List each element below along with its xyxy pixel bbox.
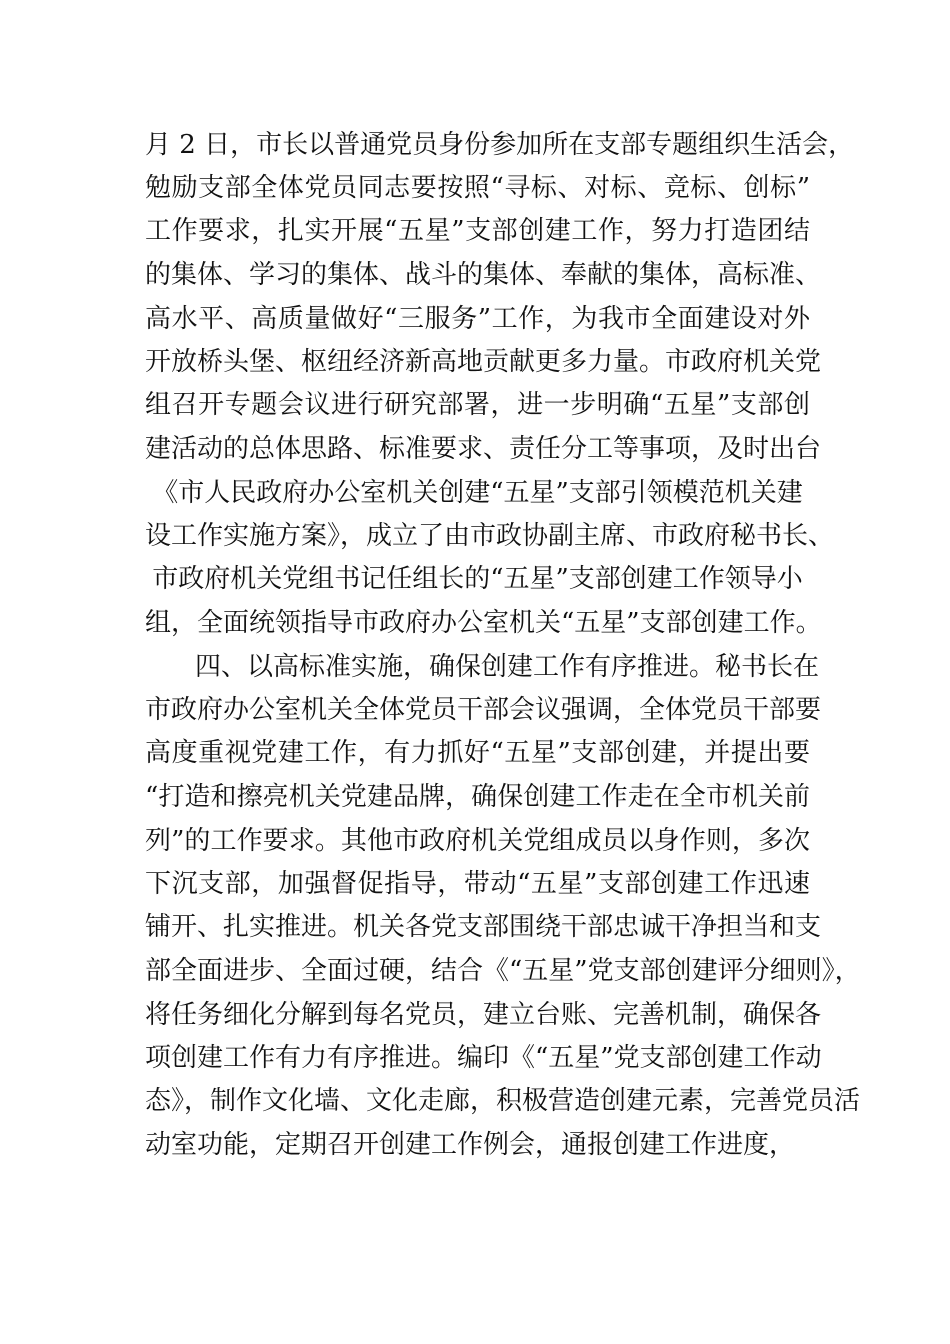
paragraph-2-line: 列”的工作要求。其他市政府机关党组成员以身作则，多次: [145, 826, 810, 856]
paragraph-1-line: 设工作实施方案》，成立了由市政协副主席、市政府秘书长、: [145, 521, 835, 551]
paragraph-2-line: 态》，制作文化墙、文化走廊，积极营造创建元素，完善党员活: [145, 1086, 861, 1116]
paragraph-2-line: 部全面进步、全面过硬，结合《“五星”党支部创建评分细则》，: [145, 956, 861, 986]
paragraph-1-line: 高水平、高质量做好“三服务”工作，为我市全面建设对外: [145, 304, 810, 334]
paragraph-2-line: 高度重视党建工作，有力抓好“五星”支部创建，并提出要: [145, 738, 810, 768]
paragraph-2-line: 项创建工作有力有序推进。编印《“五星”党支部创建工作动: [145, 1043, 822, 1073]
paragraph-1-line: 市政府机关党组书记任组长的“五星”支部创建工作领导小: [152, 564, 803, 594]
paragraph-1-line: 工作要求，扎实开展“五星”支部创建工作，努力打造团结: [145, 216, 810, 246]
paragraph-2-line: 铺开、扎实推进。机关各党支部围绕干部忠诚干净担当和支: [145, 912, 822, 942]
paragraph-1-line: 勉励支部全体党员同志要按照“寻标、对标、竞标、创标”: [145, 173, 810, 203]
paragraph-2-line: 市政府办公室机关全体党员干部会议强调，全体党员干部要: [145, 695, 822, 725]
paragraph-1-line: 的集体、学习的集体、战斗的集体、奉献的集体，高标准、: [145, 260, 822, 290]
paragraph-1-line: 组召开专题会议进行研究部署，进一步明确“五星”支部创: [145, 390, 810, 420]
paragraph-2-line: 将任务细化分解到每名党员，建立台账、完善机制，确保各: [145, 1000, 822, 1030]
paragraph-2-line: “打造和擦亮机关党建品牌，确保创建工作走在全市机关前: [145, 782, 810, 812]
paragraph-1-line: 组，全面统领指导市政府办公室机关“五星”支部创建工作。: [145, 608, 822, 638]
paragraph-2-line: 下沉支部，加强督促指导，带动“五星”支部创建工作迅速: [145, 869, 810, 899]
paragraph-1-line: 《市人民政府办公室机关创建“五星”支部引领模范机关建: [152, 478, 803, 508]
paragraph-1-line: 月 2 日，市长以普通党员身份参加所在支部专题组织生活会，: [145, 130, 855, 160]
paragraph-2-line: 四、以高标准实施，确保创建工作有序推进。秘书长在: [195, 652, 820, 682]
paragraph-2-line: 动室功能，定期召开创建工作例会，通报创建工作进度，: [145, 1130, 796, 1160]
paragraph-1-line: 开放桥头堡、枢纽经济新高地贡献更多力量。市政府机关党: [145, 347, 822, 377]
paragraph-1-line: 建活动的总体思路、标准要求、责任分工等事项，及时出台: [145, 434, 822, 464]
